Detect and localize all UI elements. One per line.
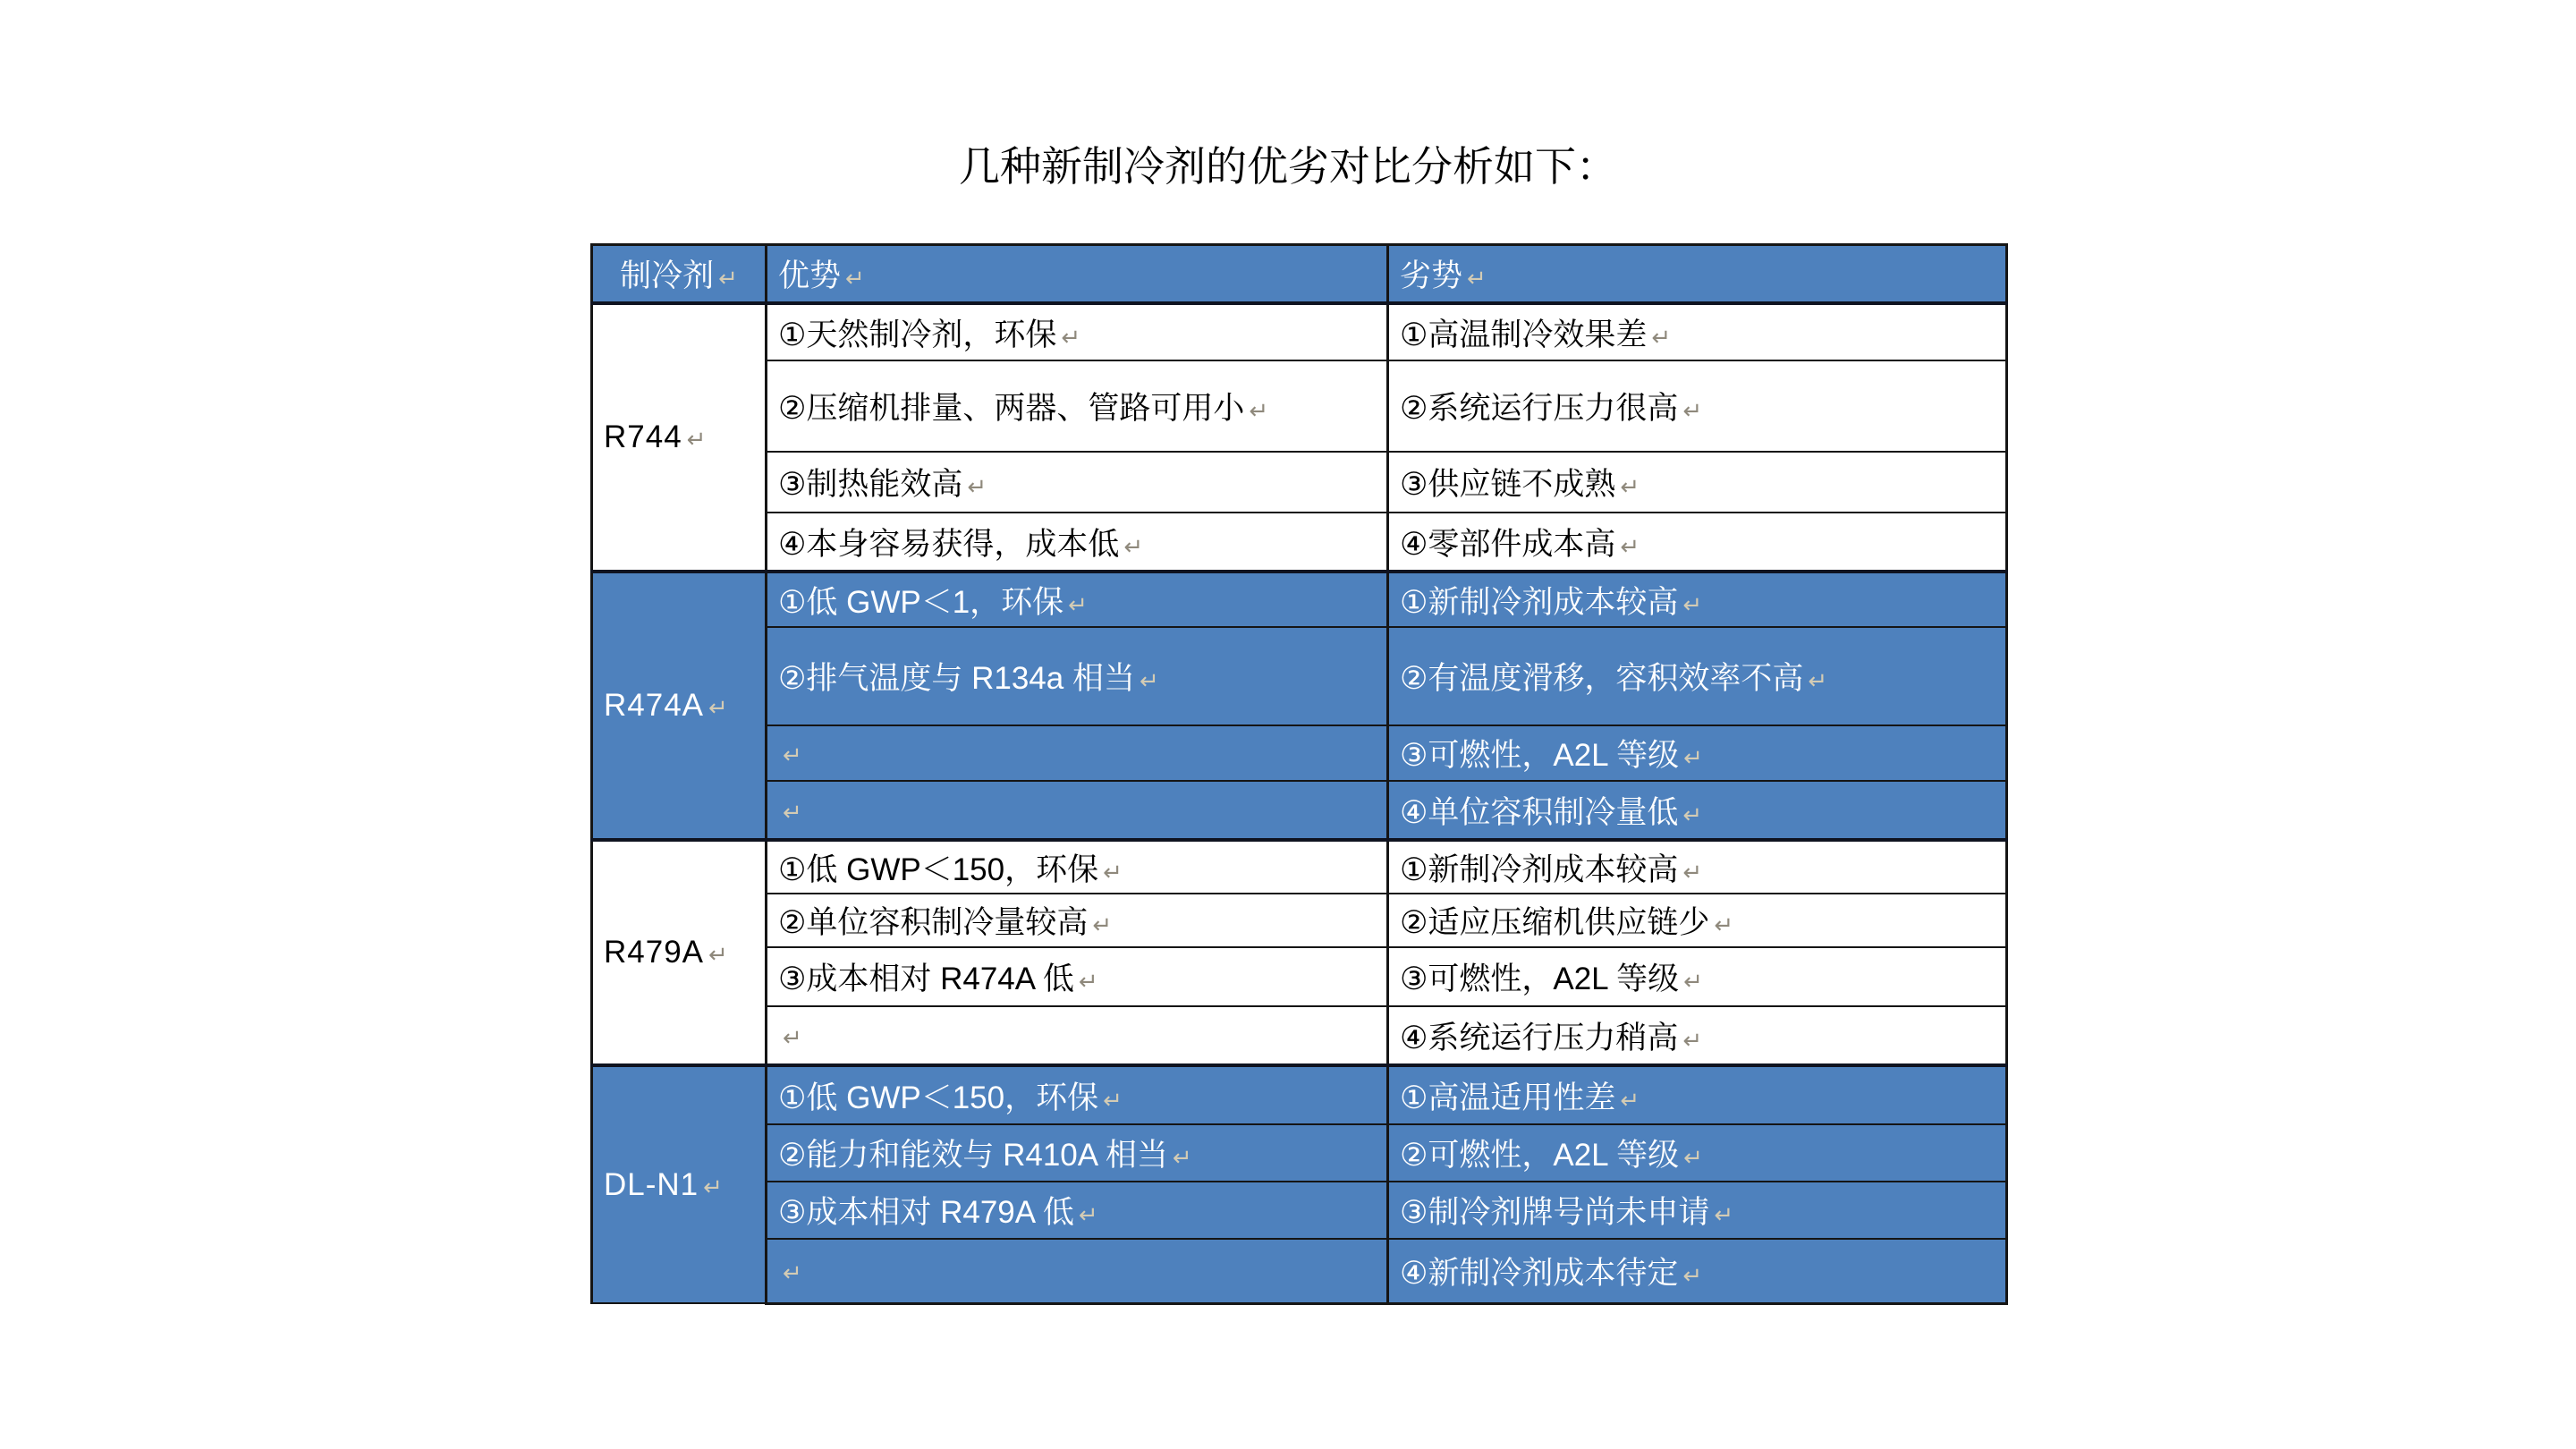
cell-text: ③制热能效高 [778,467,963,502]
advantage-cell [767,1124,1388,1182]
table-row [592,781,2007,840]
advantage-cell [767,627,1388,725]
advantage-cell [767,572,1388,627]
cell-text: ②系统运行压力很高 [1400,391,1679,426]
end-of-cell-mark-icon: ↵ [1103,858,1123,886]
group-name-text: R479A [604,935,705,970]
cell-text: ③可燃性，A2L 等级 [1400,738,1680,773]
group-name-text: DL-N1 [604,1166,699,1202]
end-of-cell-mark-icon: ↵ [1467,265,1487,292]
disadvantage-cell [1388,627,2007,725]
cell-text: ①低 GWP＜150，环保 [778,1080,1099,1115]
group-name-text: R744 [604,419,682,454]
refrigerant-comparison-table [590,243,2008,1305]
end-of-cell-mark-icon: ↵ [783,741,802,768]
end-of-cell-mark-icon: ↵ [1123,532,1144,560]
end-of-cell-mark-icon: ↵ [1682,590,1703,618]
end-of-cell-mark-icon: ↵ [1092,911,1113,938]
end-of-cell-mark-icon: ↵ [1682,397,1703,424]
table-row [592,947,2007,1006]
end-of-cell-mark-icon: ↵ [783,798,802,826]
table-row [592,627,2007,725]
advantage-cell [767,513,1388,572]
end-of-cell-mark-icon: ↵ [1682,858,1703,886]
header-cell-disadvantages [1388,245,2007,304]
table-row [592,572,2007,627]
group-name-r479a [592,840,767,1065]
table-container [590,243,2008,1305]
end-of-cell-mark-icon: ↵ [1682,1261,1703,1289]
cell-text: ③供应链不成熟 [1400,467,1616,502]
end-of-cell-mark-icon: ↵ [1682,801,1703,828]
cell-text: ③成本相对 R479A 低 [778,1195,1074,1230]
end-of-cell-mark-icon: ↵ [967,473,987,500]
advantage-cell [767,1065,1388,1124]
end-of-cell-mark-icon: ↵ [703,1173,724,1200]
end-of-cell-mark-icon: ↵ [783,1258,802,1286]
cell-text: ②排气温度与 R134a 相当 [778,661,1135,696]
end-of-cell-mark-icon: ↵ [1078,968,1098,995]
group-name-text: R474A [604,688,705,723]
advantage-cell [767,840,1388,894]
end-of-cell-mark-icon: ↵ [1620,1086,1640,1114]
cell-text: ④本身容易获得，成本低 [778,526,1120,562]
table-row [592,840,2007,894]
disadvantage-cell [1388,725,2007,781]
cell-text: ③可燃性，A2L 等级 [1400,962,1680,996]
end-of-cell-mark-icon: ↵ [1808,667,1828,694]
end-of-cell-mark-icon: ↵ [1103,1086,1123,1114]
advantage-cell [767,725,1388,781]
end-of-cell-mark-icon: ↵ [718,265,738,292]
advantage-cell [767,1182,1388,1239]
end-of-cell-mark-icon: ↵ [783,1023,802,1051]
cell-text: ②压缩机排量、两器、管路可用小 [778,391,1245,426]
page-title: 几种新制冷剂的优劣对比分析如下： [959,143,1617,190]
cell-text: ④新制冷剂成本待定 [1400,1255,1679,1291]
end-of-cell-mark-icon: ↵ [1683,744,1703,771]
disadvantage-cell [1388,1182,2007,1239]
disadvantage-cell [1388,360,2007,452]
end-of-cell-mark-icon: ↵ [1139,667,1159,694]
header-cell-advantages [767,245,1388,304]
advantage-cell [767,1006,1388,1065]
advantage-cell [767,947,1388,1006]
cell-text: ②单位容积制冷量较高 [778,905,1089,940]
cell-text: ③制冷剂牌号尚未申请 [1400,1195,1710,1230]
end-of-cell-mark-icon: ↵ [1683,968,1703,995]
cell-text: ①新制冷剂成本较高 [1400,852,1679,887]
advantage-cell [767,303,1388,360]
cell-text: ④零部件成本高 [1400,526,1616,562]
disadvantage-cell [1388,1239,2007,1303]
group-name-r474a [592,572,767,840]
disadvantage-cell [1388,1065,2007,1124]
end-of-cell-mark-icon: ↵ [1651,323,1672,351]
header-text: 劣势 [1400,258,1463,293]
disadvantage-cell [1388,1124,2007,1182]
advantage-cell [767,894,1388,947]
cell-text: ③成本相对 R474A 低 [778,962,1074,996]
table-row [592,303,2007,360]
disadvantage-cell [1388,572,2007,627]
end-of-cell-mark-icon: ↵ [686,426,708,453]
cell-text: ①高温适用性差 [1400,1080,1616,1115]
cell-text: ②适应压缩机供应链少 [1400,905,1710,940]
cell-text: ④单位容积制冷量低 [1400,794,1679,830]
disadvantage-cell [1388,840,2007,894]
cell-text: ②能力和能效与 R410A 相当 [778,1138,1168,1173]
cell-text: ④系统运行压力稍高 [1400,1020,1679,1055]
cell-text: ①新制冷剂成本较高 [1400,584,1679,620]
table-row [592,452,2007,513]
end-of-cell-mark-icon: ↵ [1683,1144,1703,1171]
end-of-cell-mark-icon: ↵ [1061,323,1081,351]
advantage-cell [767,360,1388,452]
end-of-cell-mark-icon: ↵ [708,694,729,721]
disadvantage-cell [1388,781,2007,840]
table-row [592,1124,2007,1182]
advantage-cell [767,1239,1388,1303]
end-of-cell-mark-icon: ↵ [1714,1201,1734,1228]
end-of-cell-mark-icon: ↵ [1620,473,1640,500]
cell-text: ①天然制冷剂，环保 [778,317,1057,352]
end-of-cell-mark-icon: ↵ [845,265,865,292]
end-of-cell-mark-icon: ↵ [1068,590,1088,618]
disadvantage-cell [1388,894,2007,947]
end-of-cell-mark-icon: ↵ [1714,911,1734,938]
advantage-cell [767,781,1388,840]
end-of-cell-mark-icon: ↵ [1172,1144,1192,1171]
table-row [592,1182,2007,1239]
table-row [592,1065,2007,1124]
end-of-cell-mark-icon: ↵ [1249,397,1269,424]
end-of-cell-mark-icon: ↵ [1682,1026,1703,1054]
cell-text: ①低 GWP＜1，环保 [778,584,1064,620]
header-text: 优势 [778,258,842,293]
table-row [592,360,2007,452]
advantage-cell [767,452,1388,513]
disadvantage-cell [1388,513,2007,572]
disadvantage-cell [1388,303,2007,360]
table-row [592,1239,2007,1303]
table-row [592,725,2007,781]
table-row [592,513,2007,572]
cell-text: ②有温度滑移，容积效率不高 [1400,661,1804,696]
table-row [592,894,2007,947]
header-text: 制冷剂 [620,258,715,293]
cell-text: ②可燃性，A2L 等级 [1400,1138,1680,1173]
disadvantage-cell [1388,947,2007,1006]
table-header-row [592,245,2007,304]
header-cell-refrigerant [592,245,767,304]
disadvantage-cell [1388,1006,2007,1065]
cell-text: ①低 GWP＜150，环保 [778,852,1099,887]
disadvantage-cell [1388,452,2007,513]
group-name-r744 [592,303,767,572]
end-of-cell-mark-icon: ↵ [708,941,729,968]
group-name-dl-n1 [592,1065,767,1303]
table-row [592,1006,2007,1065]
end-of-cell-mark-icon: ↵ [1078,1201,1098,1228]
cell-text: ①高温制冷效果差 [1400,317,1648,352]
end-of-cell-mark-icon: ↵ [1620,532,1640,560]
